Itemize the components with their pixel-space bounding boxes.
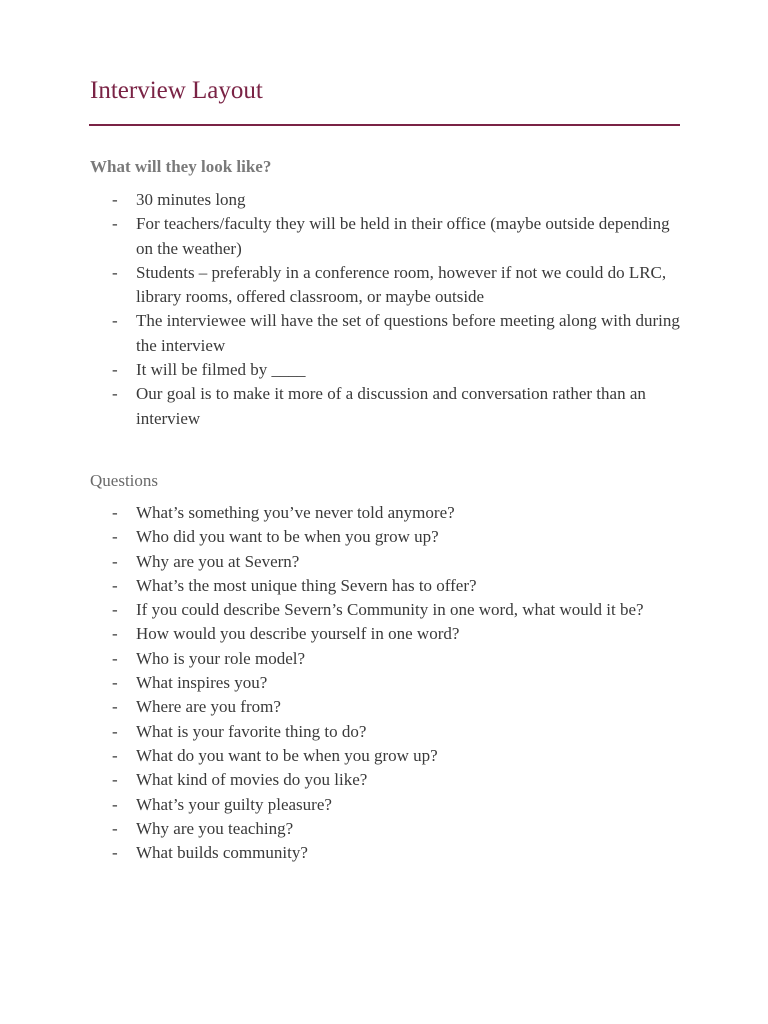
list-item: - What is your favorite thing to do? — [0, 720, 684, 744]
list-item: - Why are you at Severn? — [0, 550, 684, 574]
look-list — [0, 188, 768, 431]
title-divider — [89, 124, 680, 126]
dash-bullet: - — [112, 818, 118, 838]
dash-bullet: - — [112, 770, 118, 790]
dash-bullet: - — [112, 262, 118, 282]
dash-bullet: - — [112, 384, 118, 404]
list-item: - What’s something you’ve never told anymore? — [0, 501, 684, 525]
dash-bullet: - — [112, 527, 118, 547]
dash-bullet: - — [112, 600, 118, 620]
dash-bullet: - — [112, 745, 118, 765]
list-item: - What inspires you? — [0, 671, 684, 695]
list-item: - What do you want to be when you grow up? — [0, 744, 684, 768]
dash-bullet: - — [112, 360, 118, 380]
list-item: - It will be filmed by ____ — [0, 358, 684, 382]
list-item: - Who is your role model? — [0, 647, 684, 671]
section-heading-questions: Questions — [90, 471, 158, 490]
list-item: - How would you describe yourself in one word? — [0, 622, 684, 646]
dash-bullet: - — [112, 190, 118, 209]
document-title: Interview Layout — [90, 77, 263, 104]
dash-bullet: - — [112, 551, 118, 571]
list-item: - Why are you teaching? — [0, 817, 684, 841]
dash-bullet: - — [112, 311, 118, 331]
list-item: - If you could describe Severn’s Community in one word, what would it be? — [0, 598, 684, 622]
dash-bullet: - — [112, 673, 118, 693]
dash-bullet: - — [112, 648, 118, 668]
dash-bullet: - — [112, 214, 118, 234]
list-item: - What’s the most unique thing Severn has to offer? — [0, 574, 684, 598]
dash-bullet: - — [112, 575, 118, 595]
list-item: - 30 minutes long — [0, 188, 684, 212]
dash-bullet: - — [112, 624, 118, 644]
dash-bullet: - — [112, 794, 118, 814]
list-item: - What builds community? — [0, 841, 684, 865]
list-item: - For teachers/faculty they will be held in their office (maybe outside depending on the weather) — [112, 214, 670, 258]
list-item: - Our goal is to make it more of a discussion and conversation rather than an interview — [112, 384, 646, 428]
questions-list — [0, 501, 768, 865]
list-item: - What’s your guilty pleasure? — [0, 793, 684, 817]
list-item: - Who did you want to be when you grow up? — [0, 525, 684, 549]
dash-bullet: - — [112, 843, 118, 863]
section-heading-look: What will they look like? — [90, 157, 272, 176]
list-item: - What kind of movies do you like? — [0, 768, 684, 792]
dash-bullet: - — [112, 721, 118, 741]
list-item: - Where are you from? — [0, 695, 684, 719]
list-item: - The interviewee will have the set of questions before meeting along with during the interview — [112, 311, 680, 355]
list-item: - Students – preferably in a conference room, however if not we could do LRC, library rooms, offered classroom, or maybe outside — [112, 262, 667, 307]
dash-bullet: - — [112, 697, 118, 717]
dash-bullet: - — [112, 503, 118, 522]
